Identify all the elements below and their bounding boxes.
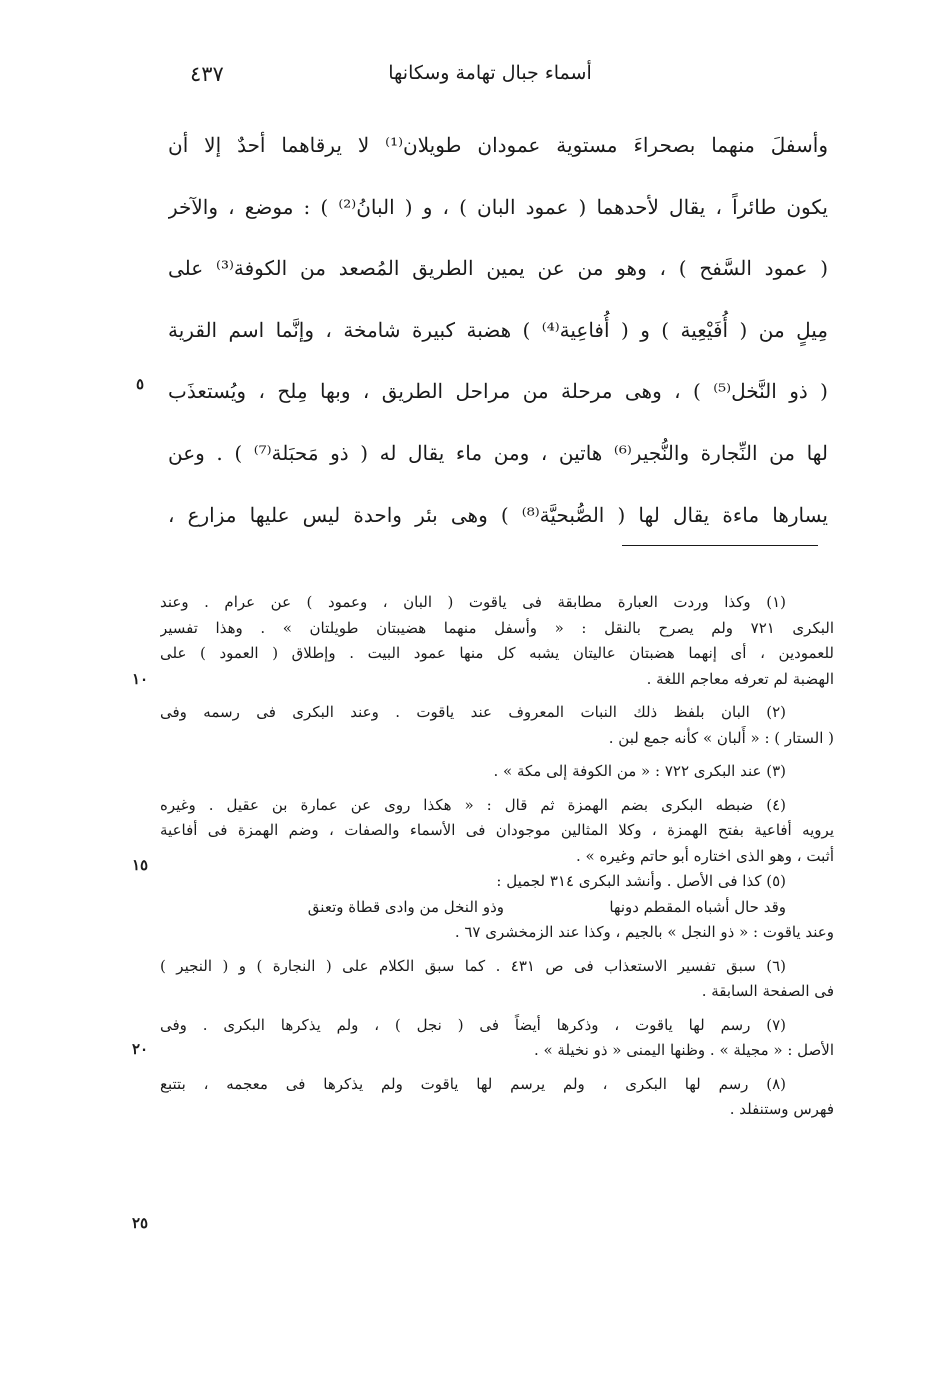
main-text-line: مِيلٍ من ( أُفَيْعِية ) و ( أُفاعِية⁽⁴⁾ ) هضبة كبيرة شامخة ، وإنَّما اسم القرية — [168, 317, 828, 342]
footnotes — [160, 590, 834, 1123]
footnote-line: (٥) كذا فى الأصل . وأنشد البكرى ٣١٤ لجميل : — [496, 872, 786, 890]
footnote-line: (١) وكذا وردت العبارة مطابقة فى ياقوت ( البان ، وعمود ) عن عرام . وعند — [160, 593, 786, 611]
main-text — [168, 120, 828, 551]
main-text-line: يكون طائراً ، يقال لأحدهما ( عمود البان ) ، و ( البانُ⁽²⁾ ) : موضع ، والآخر — [168, 194, 828, 219]
line-number-10: ١٠ — [131, 670, 149, 688]
footnote-line: البكرى ٧٢١ ولم يصرح بالنقل : « وأسفل منهما هضيبتان طويلتان » . وهذا تفسير — [160, 618, 834, 637]
main-text-line: لها من النِّجارة والنُّجير⁽⁶⁾ هاتين ، ومن ماء يقال له ( ذو مَحبَلة⁽⁷⁾ ) . وعن — [168, 440, 828, 465]
main-text-line: وأسفلَ منهما بصحراءَ مستوية عمودان طويلان⁽¹⁾ لا يرقاهما أحدٌ إلا أن — [168, 133, 828, 157]
main-text-line: يسارها ماءة يقال لها ( الصُّبحيَّة⁽⁸⁾ ) وهى بئر واحدة ليس عليها مزارع ، — [168, 502, 828, 527]
line-number-15: ١٥ — [131, 856, 149, 874]
footnote-line: فى الصفحة السابقة . — [701, 982, 834, 1000]
footnote-3 — [160, 759, 834, 785]
footnote-2 — [160, 700, 834, 751]
main-text-line: ( ذو النَّخل⁽⁵⁾ ) ، وهى مرحلة من مراحل الطريق ، وبها مِلح ، ويُستعذَب — [168, 379, 828, 404]
running-title: أسماء جبال تهامة وسكانها — [388, 62, 592, 84]
footnote-line: فهرس وستنفلد . — [729, 1100, 834, 1118]
footnote-line: الأصل : « مجيلة » . وظنها اليمنى « ذو نخيلة » . — [533, 1041, 834, 1059]
footnote-8 — [160, 1072, 834, 1123]
footnote-line: ( الستار ) : « أَلبان » كأنه جمع لبن . — [608, 728, 834, 747]
footnote-line: (٤) ضبطه البكرى بضم الهمزة ثم قال : « هكذا روى عن عمارة بن عقيل . وغيره — [160, 795, 786, 814]
footnote-line: (٧) رسم لها ياقوت ، وذكرها أيضاً فى ( نجل ) ، ولم يذكرها البكرى . وفى — [160, 1015, 786, 1034]
verse-first-hemistich: وقد حال أشباه المقطم دونها — [609, 897, 786, 916]
line-number-25: ٢٥ — [131, 1214, 149, 1232]
poetry-verse — [160, 895, 834, 921]
footnote-6 — [160, 954, 834, 1005]
footnote-line: للعمودين ، أى إنهما هضبتان عاليتان يشبه كل منها عمود البيت . وإطلاق ( العمود ) على — [160, 644, 834, 662]
footnote-line: أثبت ، وهو الذى اختاره أبو حاتم وغيره » . — [575, 846, 834, 865]
page-number: ٤٣٧ — [190, 62, 224, 86]
footnote-line: (٦) سبق تفسير الاستعذاب فى ص ٤٣١ . كما سبق الكلام على ( النجارة ) و ( النجير ) — [160, 956, 786, 975]
footnote-5 — [160, 869, 834, 946]
footnote-4 — [160, 793, 834, 870]
footnote-1 — [160, 590, 834, 692]
line-number-20: ٢٠ — [131, 1040, 149, 1058]
line-number-5: ٥ — [135, 375, 145, 393]
footnote-line: (٨) رسم لها البكرى ، ولم يرسم لها ياقوت ولم يذكرها فى معجمه ، بتتبع — [160, 1074, 786, 1093]
footnote-line: الهضبة لم تعرفه معاجم اللغة . — [646, 669, 834, 688]
footnote-7 — [160, 1013, 834, 1064]
main-text-line: ( عمود السَّفح ) ، وهو من عن يمين الطريق المُصعد من الكوفة⁽³⁾ على — [168, 256, 828, 281]
footnote-line: وعند ياقوت : « ذو النجل » بالجيم ، وكذا عند الزمخشرى ٦٧ . — [454, 923, 834, 941]
footnote-line: (٢) البان بلفظ ذلك النبات المعروف عند ياقوت . وعند البكرى فى رسمه وفى — [160, 703, 786, 721]
footnote-separator — [622, 545, 818, 546]
footnote-line: يرويه أفاعية بفتح الهمزة ، وكلا المثالين موجودان فى الأسماء والصفات ، وضم الهمزة فى أفاعية — [160, 821, 834, 839]
footnote-line: (٣) عند البكرى ٧٢٢ : « من الكوفة إلى مكة » . — [493, 762, 786, 780]
verse-second-hemistich: وذو النخل من وادى قطاة وتعنق — [307, 897, 504, 916]
